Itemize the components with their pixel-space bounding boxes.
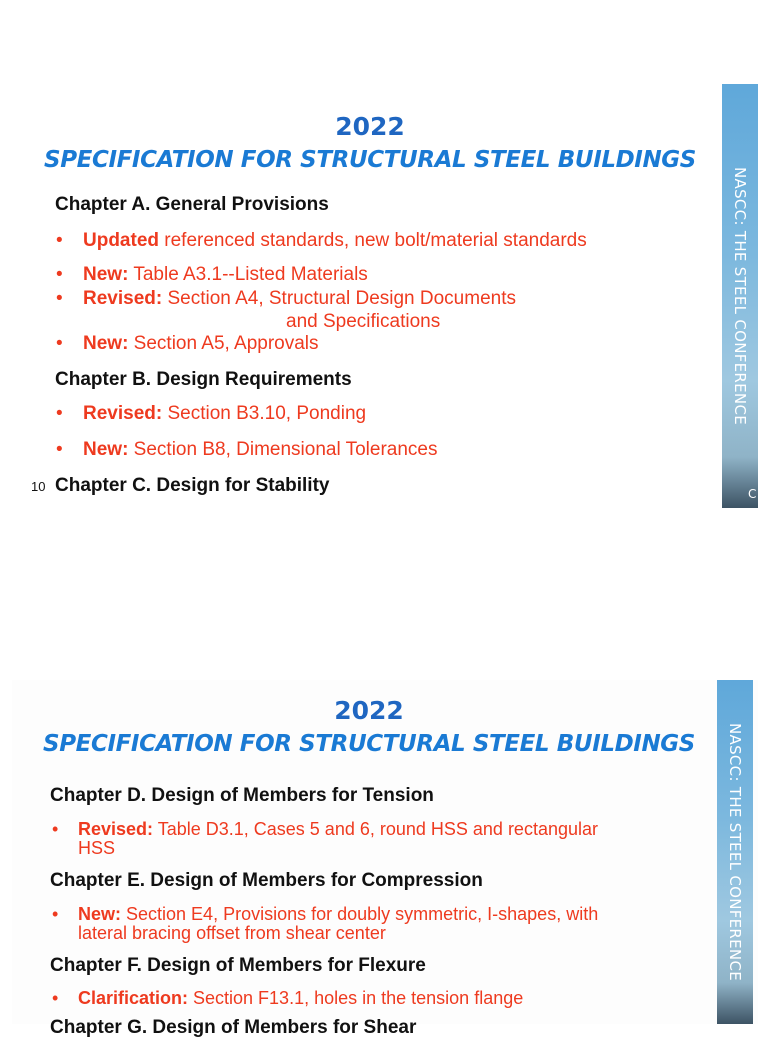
slide-title: SPECIFICATION FOR STRUCTURAL STEEL BUILDINGS <box>44 147 696 173</box>
bullet-dot: • <box>56 230 63 251</box>
conference-banner <box>717 680 753 1024</box>
chapter-heading-f: Chapter F. Design of Members for Flexure <box>50 955 426 976</box>
chapter-heading-e: Chapter E. Design of Members for Compression <box>50 870 483 891</box>
bullet-item <box>56 264 368 286</box>
slide-title: SPECIFICATION FOR STRUCTURAL STEEL BUILDINGS <box>43 731 695 757</box>
bullet-continuation: HSS <box>78 838 116 858</box>
slide-year: 2022 <box>335 112 405 141</box>
bullet-dot: • <box>52 904 59 924</box>
bullet-item <box>56 439 438 461</box>
bullet-item <box>56 333 319 355</box>
bullet-continuation: and Specifications <box>286 311 441 332</box>
chapter-heading-b: Chapter B. Design Requirements <box>55 369 352 390</box>
slide-2 <box>12 680 758 1038</box>
bullet-item <box>56 230 587 252</box>
bullet-dot: • <box>56 333 63 354</box>
bullet-keyword: Revised: <box>83 288 163 309</box>
slide-1 <box>0 84 758 508</box>
bullet-text: Section B3.10, Ponding <box>162 403 367 424</box>
banner-logo-mark: C <box>748 487 757 501</box>
bullet-keyword: New: <box>83 439 129 460</box>
bullet-dot: • <box>56 288 63 309</box>
bullet-text: Section A5, Approvals <box>128 333 319 354</box>
bullet-keyword: Updated <box>83 230 159 251</box>
bullet-item <box>52 819 598 840</box>
bullet-dot: • <box>56 403 63 424</box>
bullet-text: Section B8, Dimensional Tolerances <box>128 439 438 460</box>
bullet-dot: • <box>52 819 59 839</box>
bullet-dot: • <box>52 988 59 1008</box>
bullet-keyword: Clarification: <box>78 988 189 1008</box>
bullet-item <box>52 904 599 925</box>
bullet-text: Section F13.1, holes in the tension flange <box>188 988 524 1008</box>
bullet-dot: • <box>56 439 63 460</box>
bullet-item <box>56 403 367 425</box>
banner-label: NASCC: THE STEEL CONFERENCE <box>726 722 744 982</box>
chapter-heading-c: Chapter C. Design for Stability <box>55 475 330 496</box>
bullet-keyword: Revised: <box>78 819 154 839</box>
bullet-text: Table A3.1--Listed Materials <box>128 264 368 285</box>
bullet-text: referenced standards, new bolt/material standards <box>159 230 587 251</box>
bullet-text: Section E4, Provisions for doubly symmetric, I-shapes, with <box>121 904 599 924</box>
chapter-heading-g: Chapter G. Design of Members for Shear <box>50 1017 417 1038</box>
chapter-heading-d: Chapter D. Design of Members for Tension <box>50 785 434 806</box>
chapter-heading-a: Chapter A. General Provisions <box>55 194 329 215</box>
bullet-text: Section A4, Structural Design Documents <box>162 288 516 309</box>
bullet-keyword: New: <box>78 904 122 924</box>
slide-year: 2022 <box>334 696 404 725</box>
bullet-text: Table D3.1, Cases 5 and 6, round HSS and rectangular <box>153 819 598 839</box>
bullet-keyword: New: <box>83 333 129 354</box>
bullet-continuation: lateral bracing offset from shear center <box>78 923 386 943</box>
bullet-keyword: Revised: <box>83 403 163 424</box>
conference-banner <box>722 84 758 508</box>
bullet-keyword: New: <box>83 264 129 285</box>
bullet-item <box>56 288 516 310</box>
bullet-dot: • <box>56 264 63 285</box>
banner-label: NASCC: THE STEEL CONFERENCE <box>731 166 749 426</box>
page-number: 10 <box>31 479 46 494</box>
bullet-item <box>52 988 524 1009</box>
